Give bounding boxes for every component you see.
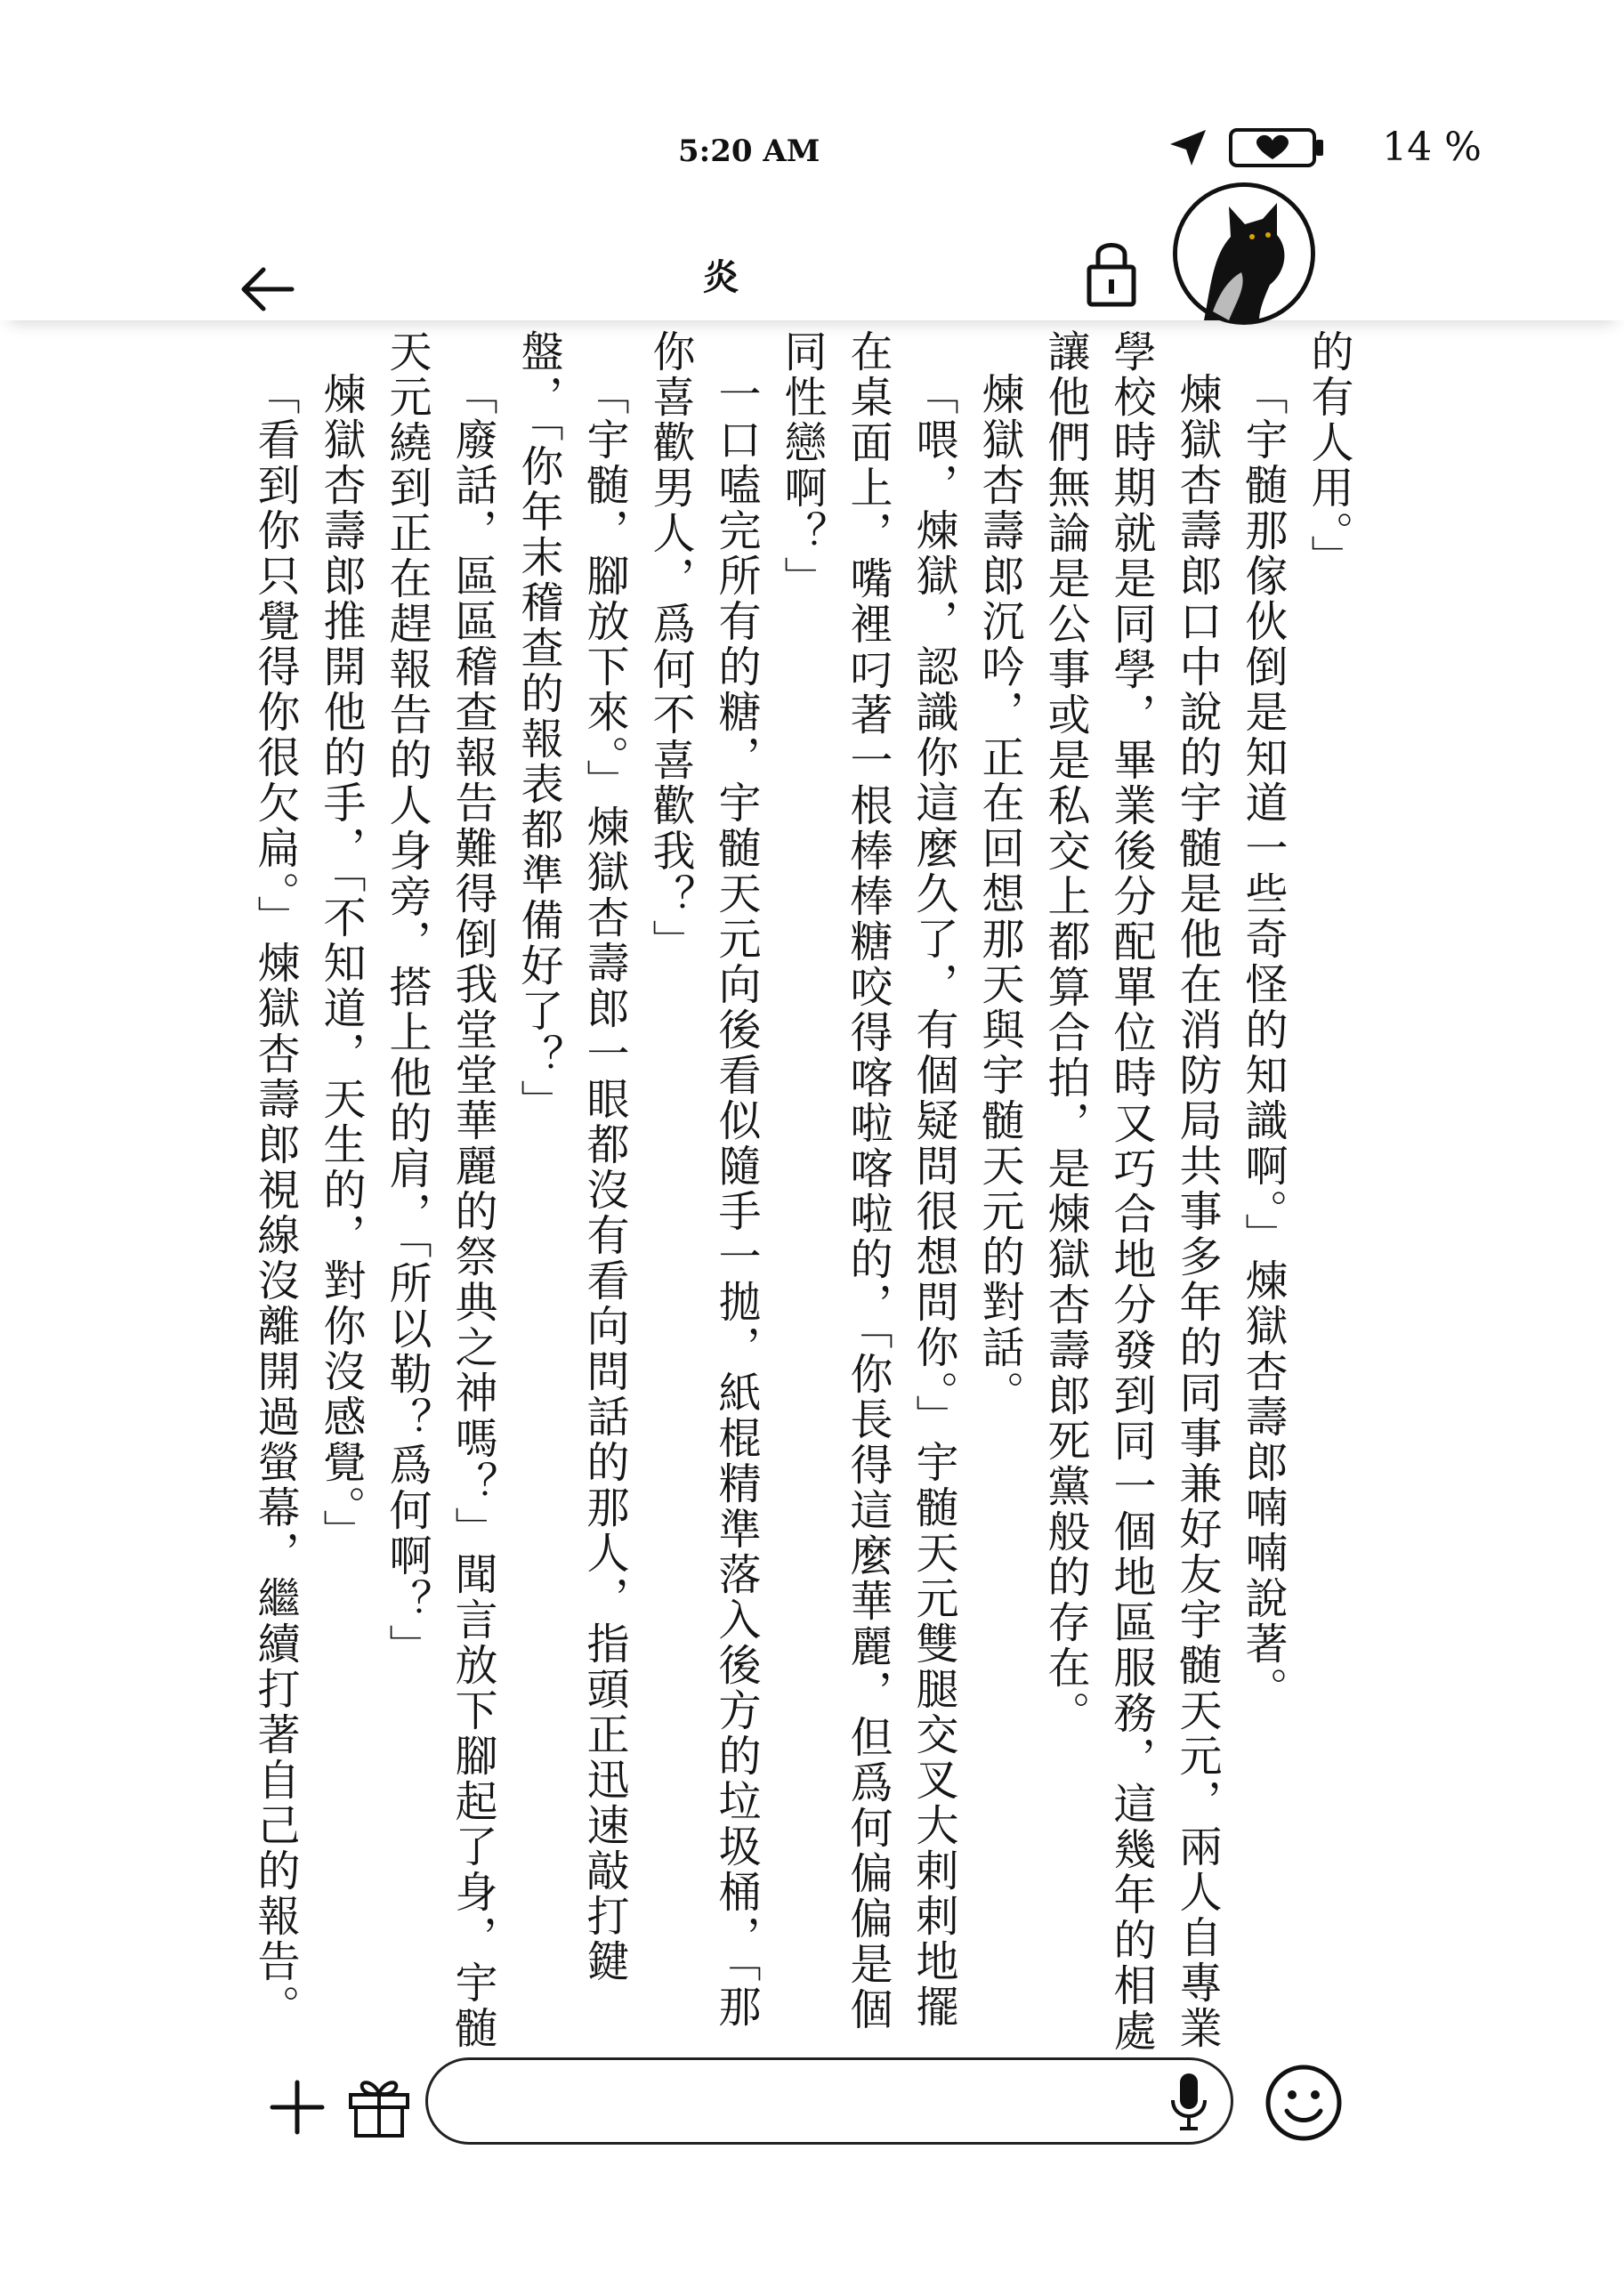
paragraph: 的有人用。」 [1304,329,1353,580]
paragraph: 「廢話，區區稽查報告難得倒我堂堂華麗的祭典之神嗎？」聞言放下腳起了身，宇髄天元繞到正在趕報告的人身旁，搭上他的肩，「所以勒？爲何啊？」 [382,329,497,2051]
black-cat-avatar[interactable] [1173,182,1315,325]
message-composer [0,2038,1624,2198]
paragraph: 「宇髄，腳放下來。」煉獄杏壽郎一眼都沒有看向問話的那人，指頭正迅速敲打鍵盤，「你年末稽查的報表都準備好了？」 [513,329,629,1984]
paragraph: 煉獄杏壽郎口中說的宇髄是他在消防局共事多年的同事兼好友宇髄天元，兩人自專業學校時期就是同學，畢業後分配單位時又巧合地分發到同一個地區服務，這幾年的相處讓他們無論是公事或是私交上都算合拍，是煉獄杏壽郎死黨般的存在。 [1040,329,1222,2054]
plus-icon[interactable] [267,2077,327,2138]
status-icons [1168,125,1482,170]
paragraph: 一口嗑完所有的糖，宇髄天元向後看似隨手一拋，紙棍精準落入後方的垃圾桶，「那你喜歡男人，爲何不喜歡我？」 [645,329,761,2030]
smiley-icon[interactable] [1264,2063,1344,2143]
paragraph: 「看到你只覺得你很欠扁。」煉獄杏壽郎視線沒離開過螢幕，繼續打著自己的報告。 [250,372,300,2030]
paragraph: 「宇髄那傢伙倒是知道一些奇怪的知識啊。」煉獄杏壽郎喃喃說著。 [1238,372,1288,1712]
paragraph: 煉獄杏壽郎沉吟，正在回想那天與宇髄天元的對話。 [974,372,1024,1416]
battery-percent: 14 % [1382,125,1482,170]
message-input[interactable] [425,2057,1233,2145]
status-time: 5:20 AM [678,133,820,169]
location-arrow-icon [1168,128,1208,167]
story-text [242,329,1361,2065]
message-area[interactable] [250,329,1361,2065]
battery-heart-icon [1229,127,1327,168]
arrow-left-icon[interactable] [237,258,299,320]
chat-title: 炎 [703,256,739,298]
lock-icon[interactable] [1086,235,1137,308]
chat-header [0,196,1624,320]
paragraph: 煉獄杏壽郎推開他的手，「不知道，天生的，對你沒感覺。」 [316,372,366,1555]
paragraph: 「喂，煉獄，認識你這麼久了，有個疑問很想問你。」宇髄天元雙腿交叉大剌剌地擺在桌面上，嘴裡叼著一根棒棒糖咬得喀啦喀啦的，「你長得這麼華麗，但爲何偏偏是個同性戀啊？」 [777,329,958,2033]
gift-icon[interactable] [345,2072,413,2139]
cat-image [1177,187,1311,320]
microphone-icon[interactable] [1169,2070,1208,2132]
